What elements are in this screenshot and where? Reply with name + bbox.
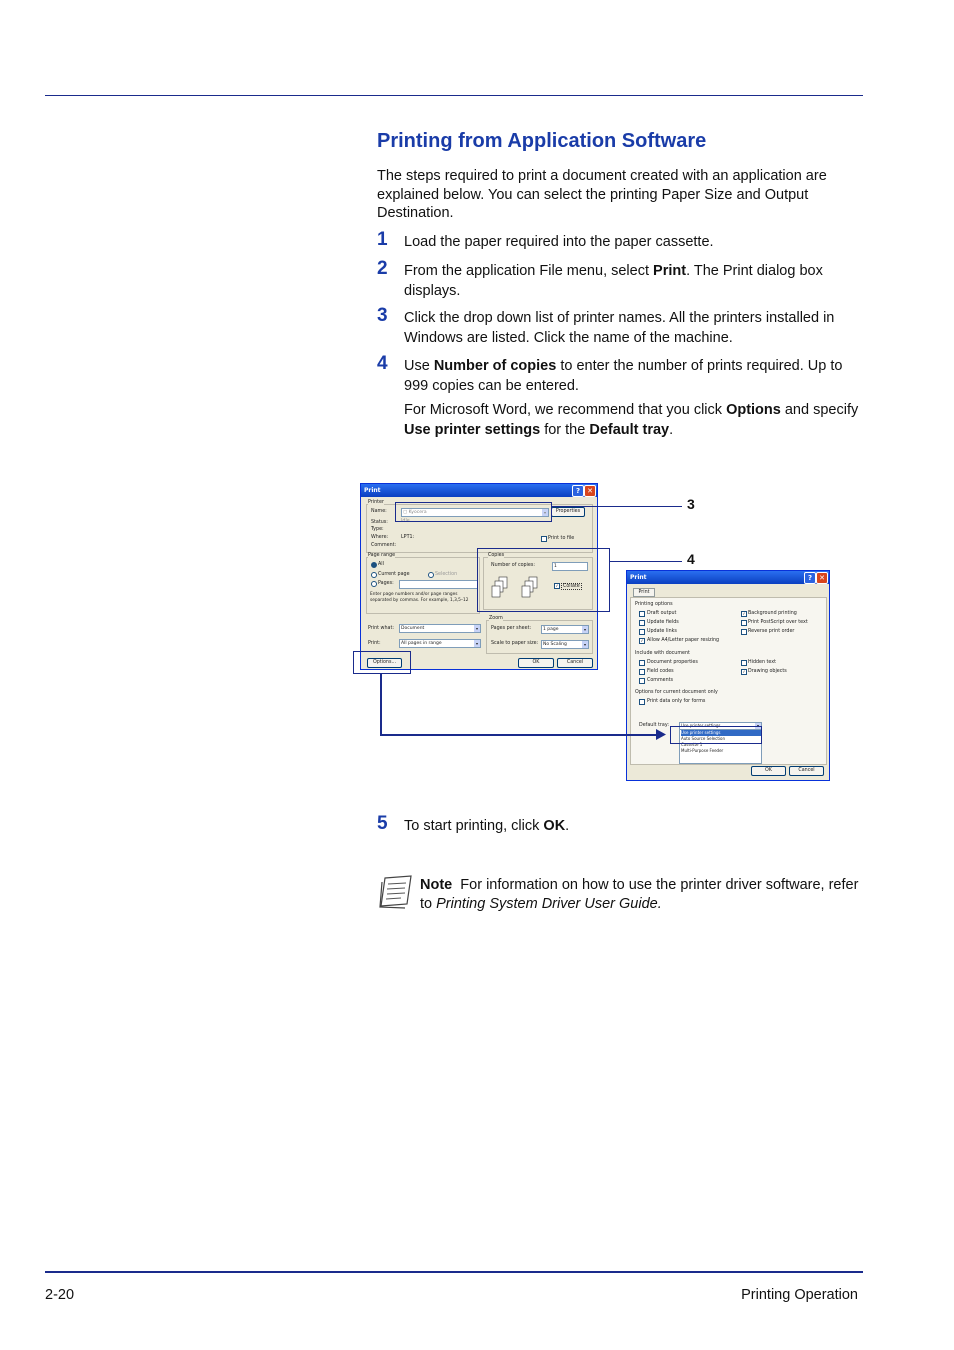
number-of-copies-label: Number of copies: bbox=[491, 563, 535, 568]
step-number: 5 bbox=[377, 813, 388, 834]
update-links-label: Update links bbox=[647, 629, 677, 634]
callout-box-copies bbox=[477, 548, 610, 612]
close-icon[interactable]: ✕ bbox=[584, 485, 596, 497]
footer-rule bbox=[45, 1271, 863, 1273]
callout-box-printer-name bbox=[395, 502, 552, 522]
section-title: Printing Operation bbox=[741, 1287, 858, 1303]
header-rule bbox=[45, 95, 863, 96]
note-text: Note For information on how to use the printer driver software, refer to Printing System Driver User Guide. bbox=[420, 877, 859, 912]
chevron-down-icon: ▾ bbox=[475, 641, 478, 646]
chevron-down-icon: ▾ bbox=[543, 510, 546, 515]
callout-number-4: 4 bbox=[687, 551, 695, 567]
print-what-label: Print what: bbox=[368, 626, 394, 631]
step-text: Click the drop down list of printer names. All the printers installed in Windows are listed. Click the name of the machine. bbox=[404, 310, 835, 346]
collate-checkbox[interactable]: ✓ bbox=[555, 583, 559, 588]
callout-box-options bbox=[353, 651, 411, 674]
callout-line-3 bbox=[551, 506, 682, 507]
page-heading: Printing from Application Software bbox=[377, 130, 707, 152]
callout-box-default-tray bbox=[670, 726, 762, 744]
note-label: Note bbox=[420, 877, 453, 893]
ok-button[interactable]: OK bbox=[751, 766, 786, 776]
pages-per-sheet-label: Pages per sheet: bbox=[491, 626, 532, 631]
step-number: 1 bbox=[377, 229, 388, 250]
status-value: Idle bbox=[401, 519, 410, 524]
print-options-dialog bbox=[626, 570, 830, 781]
include-with-heading: Include with document bbox=[635, 651, 690, 656]
help-icon[interactable]: ? bbox=[804, 572, 816, 584]
hidden-text-checkbox[interactable] bbox=[741, 660, 747, 666]
print-what-select[interactable]: Document ▾ bbox=[399, 624, 481, 633]
pages-per-sheet-select[interactable]: 1 page ▾ bbox=[541, 625, 589, 634]
dialog-title: Print bbox=[364, 487, 381, 494]
current-page-label: Current page bbox=[378, 572, 410, 577]
copies-stepper[interactable]: 1 bbox=[552, 562, 588, 571]
properties-button[interactable]: Properties bbox=[551, 507, 585, 517]
chevron-down-icon: ▾ bbox=[583, 642, 586, 647]
name-label: Name: bbox=[371, 509, 387, 514]
all-radio[interactable] bbox=[371, 562, 377, 568]
step-4 bbox=[377, 353, 862, 396]
page-number: 2-20 bbox=[45, 1287, 75, 1303]
chevron-down-icon: ▾ bbox=[475, 626, 478, 631]
step-4-word-tip: For Microsoft Word, we recommend that you click Options and specify Use printer settings for the Default tray. bbox=[404, 402, 859, 438]
field-codes-label: Field codes bbox=[647, 669, 674, 674]
options-button[interactable]: Options... bbox=[367, 658, 402, 668]
print-to-file-label: Print to file bbox=[548, 536, 575, 541]
step-text: Load the paper required into the paper cassette. bbox=[404, 234, 714, 250]
tray-option[interactable]: Use printer settings bbox=[681, 730, 761, 736]
scale-select[interactable]: No Scaling ▾ bbox=[541, 640, 589, 649]
close-icon[interactable]: ✕ bbox=[816, 572, 828, 584]
chevron-down-icon: ▾ bbox=[583, 627, 586, 632]
pages-input[interactable] bbox=[399, 580, 478, 589]
collate-label: Collate bbox=[563, 584, 580, 589]
scale-label: Scale to paper size: bbox=[491, 641, 539, 646]
callout-connector-horizontal bbox=[380, 734, 660, 736]
drawing-objects-checkbox[interactable]: ✓ bbox=[742, 669, 746, 674]
allow-a4-label: Allow A4/Letter paper resizing bbox=[647, 638, 720, 643]
arrow-right-icon bbox=[656, 729, 668, 741]
copies-label: Copies bbox=[488, 553, 505, 558]
printing-options-heading: Printing options bbox=[635, 602, 673, 607]
default-tray-label: Default tray: bbox=[639, 723, 669, 728]
background-printing-label: Background printing bbox=[748, 611, 797, 616]
print-dialog-titlebar bbox=[361, 484, 597, 497]
cancel-button[interactable]: Cancel bbox=[789, 766, 824, 776]
draft-output-checkbox[interactable] bbox=[639, 611, 645, 617]
background-printing-checkbox[interactable]: ✓ bbox=[742, 611, 746, 616]
printer-name-select[interactable]: ▢ Kyocera ▾ bbox=[401, 508, 549, 517]
allow-a4-checkbox[interactable]: ✓ bbox=[640, 638, 644, 643]
options-current-heading: Options for current document only bbox=[635, 690, 718, 695]
print-label: Print: bbox=[368, 641, 381, 646]
hidden-text-label: Hidden text bbox=[748, 660, 777, 665]
field-codes-checkbox[interactable] bbox=[639, 669, 645, 675]
where-value: LPT1: bbox=[401, 535, 415, 540]
default-tray-select[interactable]: Use printer settings ▾ bbox=[679, 722, 762, 730]
step-text: To start printing, click OK. bbox=[404, 818, 570, 834]
selection-radio[interactable] bbox=[428, 572, 434, 578]
reverse-order-label: Reverse print order bbox=[748, 629, 795, 634]
tray-option[interactable]: Multi-Purpose Feeder bbox=[681, 748, 724, 753]
dialog-title: Print bbox=[630, 574, 647, 581]
status-label: Status: bbox=[371, 520, 388, 525]
comments-checkbox[interactable] bbox=[639, 678, 645, 684]
intro-paragraph: The steps required to print a document created with an application are explained below. You can select the printing Paper Size and Output Destination. bbox=[377, 168, 827, 221]
help-icon[interactable]: ? bbox=[572, 485, 584, 497]
doc-properties-checkbox[interactable] bbox=[639, 660, 645, 666]
current-page-radio[interactable] bbox=[371, 572, 377, 578]
tray-option[interactable]: Auto Source Selection bbox=[681, 736, 726, 741]
print-data-only-checkbox[interactable] bbox=[639, 699, 645, 705]
pages-label: Pages: bbox=[378, 581, 394, 586]
callout-connector-vertical bbox=[380, 673, 382, 735]
draft-output-label: Draft output bbox=[647, 611, 677, 616]
reverse-order-checkbox[interactable] bbox=[741, 629, 747, 635]
page-range-label: Page range bbox=[368, 553, 396, 558]
chevron-down-icon: ▾ bbox=[756, 723, 759, 728]
step-number: 4 bbox=[377, 353, 388, 374]
callout-line-4 bbox=[609, 561, 682, 562]
callout-number-3: 3 bbox=[687, 496, 695, 512]
step-number: 3 bbox=[377, 305, 388, 326]
tab-print[interactable]: Print bbox=[633, 588, 655, 597]
comments-label: Comments bbox=[647, 678, 674, 683]
step-text: Use Number of copies to enter the number of prints required. Up to 999 copies can be entered. bbox=[404, 358, 843, 394]
step-3 bbox=[377, 305, 862, 348]
options-dialog-titlebar bbox=[627, 571, 829, 584]
update-fields-label: Update fields bbox=[647, 620, 679, 625]
cancel-button[interactable]: Cancel bbox=[557, 658, 593, 668]
pages-radio[interactable] bbox=[371, 581, 377, 587]
printer-group-label: Printer bbox=[368, 500, 384, 505]
step-number: 2 bbox=[377, 258, 388, 279]
print-select[interactable]: All pages in range ▾ bbox=[399, 639, 481, 648]
step-5 bbox=[377, 813, 862, 837]
print-to-file-checkbox[interactable] bbox=[541, 536, 547, 542]
step-text: From the application File menu, select Print. The Print dialog box displays. bbox=[404, 263, 823, 299]
zoom-label: Zoom bbox=[489, 616, 503, 621]
step-1 bbox=[377, 229, 862, 253]
type-label: Type: bbox=[371, 527, 384, 532]
where-label: Where: bbox=[371, 535, 389, 540]
all-label: All bbox=[378, 562, 384, 567]
drawing-objects-label: Drawing objects bbox=[748, 669, 787, 674]
print-postscript-label: Print PostScript over text bbox=[748, 620, 808, 625]
ok-button[interactable]: OK bbox=[518, 658, 554, 668]
selection-label: Selection bbox=[435, 572, 458, 577]
print-postscript-checkbox[interactable] bbox=[741, 620, 747, 626]
tray-option[interactable]: Cassette 1 bbox=[681, 742, 703, 747]
comment-label: Comment: bbox=[371, 543, 397, 548]
note-icon bbox=[377, 874, 415, 910]
doc-properties-label: Document properties bbox=[647, 660, 698, 665]
pages-hint: Enter page numbers and/or page ranges separated by commas. For example, 1,3,5–12 bbox=[370, 592, 469, 603]
update-fields-checkbox[interactable] bbox=[639, 620, 645, 626]
step-2 bbox=[377, 258, 862, 301]
update-links-checkbox[interactable] bbox=[639, 629, 645, 635]
print-data-only-label: Print data only for forms bbox=[647, 699, 706, 704]
